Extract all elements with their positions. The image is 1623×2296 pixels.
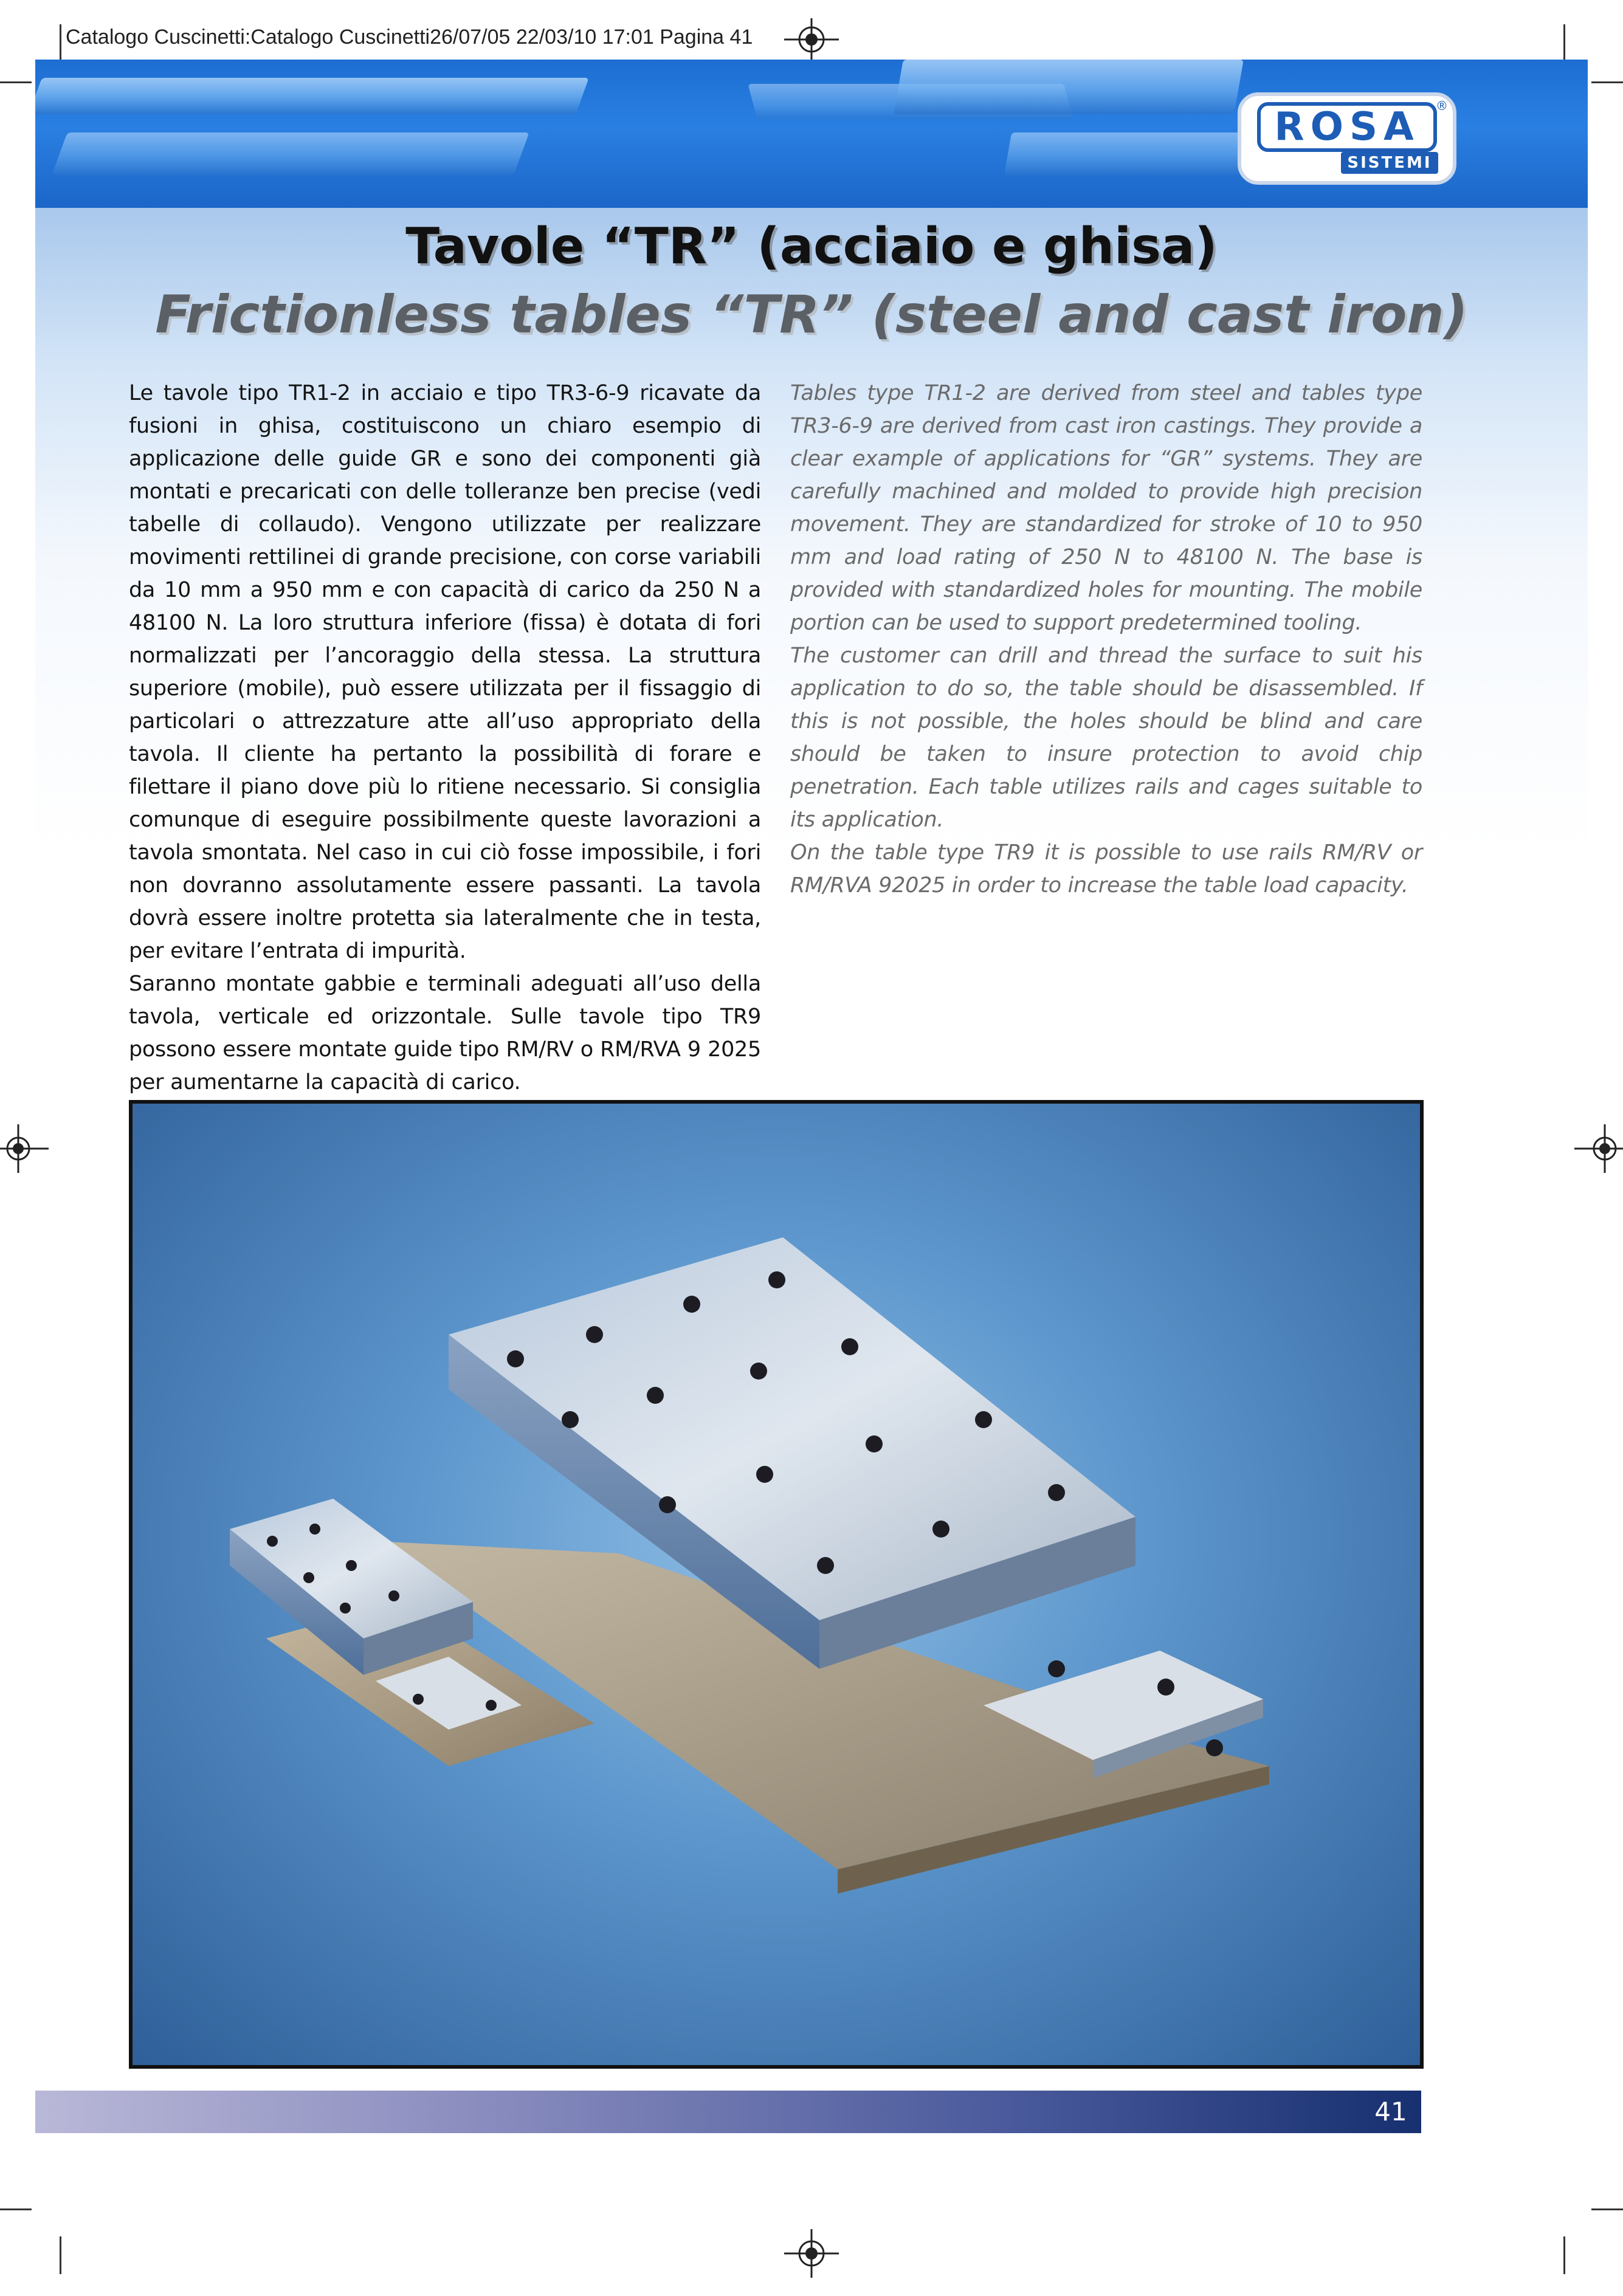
registration-mark-icon <box>1574 1124 1623 1173</box>
print-slug: Catalogo Cuscinetti:Catalogo Cuscinetti26/07/05 22/03/10 17:01 Pagina 41 <box>66 26 753 49</box>
paragraph: The customer can drill and thread the surface to suit his application to do so, the table should be disassembled. If this is not possible, the holes should be blind and care should be taken to insure protection to avoid chip penetration. Each table utilizes rails and cages suitable to its application. <box>790 644 1422 832</box>
page-number: 41 <box>1374 2097 1407 2126</box>
body-text-english <box>790 377 1422 902</box>
paragraph: On the table type TR9 it is possible to use rails RM/RV or RM/RVA 92025 in order to increase the table load capacity. <box>790 840 1422 898</box>
logo-sub-text: SISTEMI <box>1341 152 1438 174</box>
registration-mark-icon <box>784 2229 839 2278</box>
paragraph: Le tavole tipo TR1-2 in acciaio e tipo TR3-6-9 ricavate da fusioni in ghisa, costituiscono un chiaro esempio di applicazione delle guide GR e sono dei componenti già montati e precaricati con delle tolleranze ben precise (vedi tabelle di collaudo). Vengono utilizzate per realizzare movimenti rettilinei di grande precisione, con corse variabili da 10 mm a 950 mm e con capacità di carico da 250 N a 48100 N. La loro struttura inferiore (fissa) è dotata di fori normalizzati per l’ancoraggio della stessa. La struttura superiore (mobile), può essere utilizzata per il fissaggio di particolari o attrezzature atte all’uso appropriato della tavola. Il cliente ha pertanto la possibilità di forare e filettare il piano dove più lo ritiene necessario. Si consiglia comunque di eseguire possibilmente queste lavorazioni a tavola smontata. Nel caso in cui ciò fosse impossibile, i fori non dovranno assolutamente essere passanti. La tavola dovrà essere inoltre protetta sia lateralmente che in testa, per evitare l’entrata di impurità. <box>129 381 761 963</box>
linear-tables-illustration <box>133 1104 1420 2065</box>
product-photo <box>129 1100 1424 2069</box>
rosa-sistemi-logo <box>1238 92 1456 185</box>
title-english: Frictionless tables “TR” (steel and cast iron) <box>155 284 1468 345</box>
logo-registered-mark: ® <box>1436 98 1448 113</box>
registration-mark-icon <box>784 18 839 61</box>
title-italian: Tavole “TR” (acciaio e ghisa) <box>405 218 1218 275</box>
footer-bar <box>35 2091 1421 2133</box>
paragraph: Tables type TR1-2 are derived from steel and tables type TR3-6-9 are derived from cast iron castings. They provide a clear example of applications for “GR” systems. They are carefully machined and molded to provide high precision movement. They are standardized for stroke of 10 to 950 mm and load rating of 250 N to 48100 N. The base is provided with standardized holes for mounting. The mobile portion can be used to support predetermined tooling. <box>790 381 1422 635</box>
body-text-italian <box>129 377 761 1099</box>
logo-main-text: ROSA <box>1257 102 1437 152</box>
registration-mark-icon <box>0 1124 49 1173</box>
paragraph: Saranno montate gabbie e terminali adeguati all’uso della tavola, verticale ed orizzontale. Sulle tavole tipo TR9 possono essere montate guide tipo RM/RV o RM/RVA 9 2025 per aumentarne la capacità di carico. <box>129 972 761 1095</box>
